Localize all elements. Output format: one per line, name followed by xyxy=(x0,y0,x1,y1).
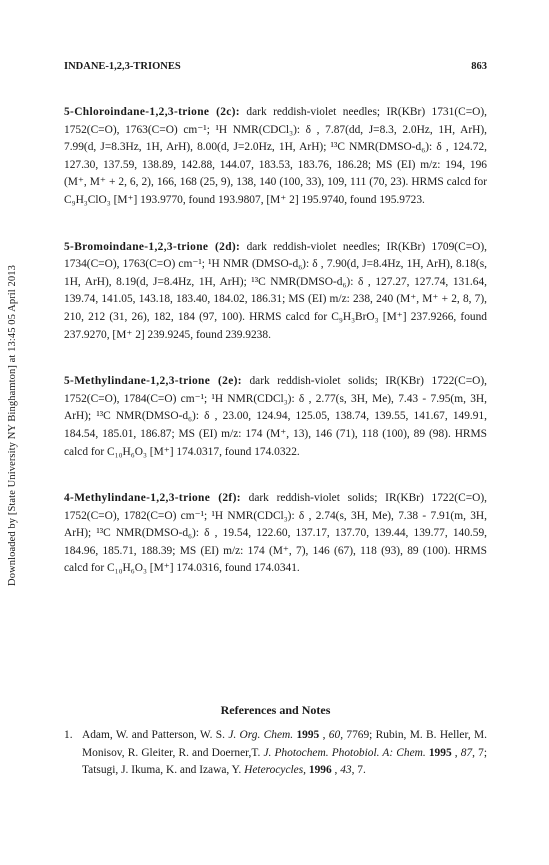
reference-text xyxy=(82,727,487,780)
running-title: INDANE-1,2,3-TRIONES xyxy=(64,61,181,72)
entry-2f xyxy=(64,490,487,578)
ref-journal: J. Photochem. Photobiol. A: Chem. xyxy=(263,746,426,759)
download-sidebar xyxy=(2,210,22,640)
download-note: Downloaded by [State University NY Binghamton] at 13:45 05 April 2013 xyxy=(6,264,18,586)
ref-volume: 60 xyxy=(328,729,341,741)
compound-data: dark reddish-violet needles; IR(KBr) 1709(C=O), 1734(C=O), 1763(C=O) cm⁻¹; ¹H NMR (DMSO-d₆): δ , 7.90(d, J=8.4Hz, 1H, ArH), 8.18(s, 1H, ArH), 8.19(d, J=8.4Hz, 1H, ArH); ¹³C NMR(DMSO-d₆): δ , 127.27, 127.74, 131.64, 139.74, 141.05, 143.18, 183.40, 184.02, 186.31; MS (EI) m/z: 238, 240 (M⁺, M⁺ + 2, 8, 7), 210, 212 (31, 26), 182, 184 (97, 100). HRMS calcd for C₉H₃BrO₃ [M⁺] 237.9266, found 237.9270, [M⁺ 2] 239.9245, found 239.9238. xyxy=(64,240,487,341)
compound-name: 5-Bromoindane-1,2,3-trione (2d): xyxy=(64,240,241,253)
reference-number: 1. xyxy=(64,729,73,741)
ref-volume: 87 xyxy=(460,746,473,759)
entry-2e xyxy=(64,373,487,461)
entry-2d xyxy=(64,239,487,345)
compound-data: dark reddish-violet solids; IR(KBr) 1722(C=O), 1752(C=O), 1784(C=O) cm⁻¹; ¹H NMR(CDCl₃): δ , 2.77(s, 3H, Me), 7.43 - 7.95(m, 3H, ArH); ¹³C NMR(DMSO-d₆): δ , 23.00, 124.94, 125.05, 138.74, 139.55, 141.67, 149.91, 184.54, 185.01, 186.87; MS (EI) m/z: 174 (M⁺, 13), 146 (71), 118 (100), 89 (98). HRMS calcd for C₁₀H₆O₃ [M⁺] 174.0317, found 174.0322. xyxy=(64,375,487,458)
ref-sep: , xyxy=(319,729,329,741)
ref-authors: Adam, W. and Patterson, W. S. xyxy=(82,729,229,741)
ref-authors: , 7769; Rubin, M. B. Heller, M. Monisov, R. Gleiter, R. and Doerner,T. xyxy=(82,729,487,759)
page-number: 863 xyxy=(471,61,487,72)
ref-year: 1995 xyxy=(428,746,452,759)
reference-item xyxy=(64,727,487,780)
compound-data: dark reddish-violet solids; IR(KBr) 1722(C=O), 1752(C=O), 1782(C=O) cm⁻¹; ¹H NMR(CDCl₃): δ , 2.74(s, 3H, Me), 7.38 - 7.91(m, 3H, ArH); ¹³C NMR(DMSO-d₆): δ , 19.54, 122.60, 137.17, 137.70, 139.44, 139.77, 140.59, 184.96, 185.71, 188.39; MS (EI) m/z: 174 (M⁺, 7), 146 (67), 118 (93), 89 (100). HRMS calcd for C₁₀H₆O₃ [M⁺] 174.0316, found 174.0341. xyxy=(64,492,487,575)
ref-journal: J. Org. Chem. xyxy=(228,729,294,741)
ref-authors: , 7; Tatsugi, J. Ikuma, K. and Izawa, Y. xyxy=(82,746,487,777)
compound-name: 5-Chloroindane-1,2,3-trione (2c): xyxy=(64,106,240,118)
entry-2c xyxy=(64,104,487,210)
ref-pages: , 7. xyxy=(351,764,366,777)
ref-sep: , xyxy=(451,746,461,759)
compound-name: 4-Methylindane-1,2,3-trione (2f): xyxy=(64,492,241,505)
running-header xyxy=(64,61,487,72)
ref-year: 1995 xyxy=(296,729,320,741)
compound-name: 5-Methylindane-1,2,3-trione (2e): xyxy=(64,375,242,388)
ref-journal: Heterocycles, xyxy=(244,764,307,777)
compound-entries xyxy=(64,104,487,607)
compound-data: dark reddish-violet needles; IR(KBr) 1731(C=O), 1752(C=O), 1763(C=O) cm⁻¹; ¹H NMR(CDCl₃): δ , 7.87(dd, J=8.3, 2.0Hz, 1H, ArH), 7.99(d, J=8.3Hz, 1H, ArH), 8.00(d, J=2.0Hz, 1H, ArH); ¹³C NMR(DMSO-d₆): δ , 124.72, 127.30, 137.59, 138.89, 142.88, 144.07, 183.53, 183.76, 186.28; MS (EI) m/z: 194, 196 (M⁺, M⁺ + 2, 6, 2), 166, 168 (25, 9), 138, 140 (100, 33), 109, 111 (70, 23). HRMS calcd for C₉H₃ClO₃ [M⁺] 193.9770, found 193.9807, [M⁺ 2] 195.9740, found 195.9723. xyxy=(64,106,488,206)
ref-year: 1996 xyxy=(308,764,332,777)
references-heading: References and Notes xyxy=(220,703,331,717)
ref-sep: , xyxy=(331,764,341,777)
ref-volume: 43 xyxy=(340,764,352,777)
